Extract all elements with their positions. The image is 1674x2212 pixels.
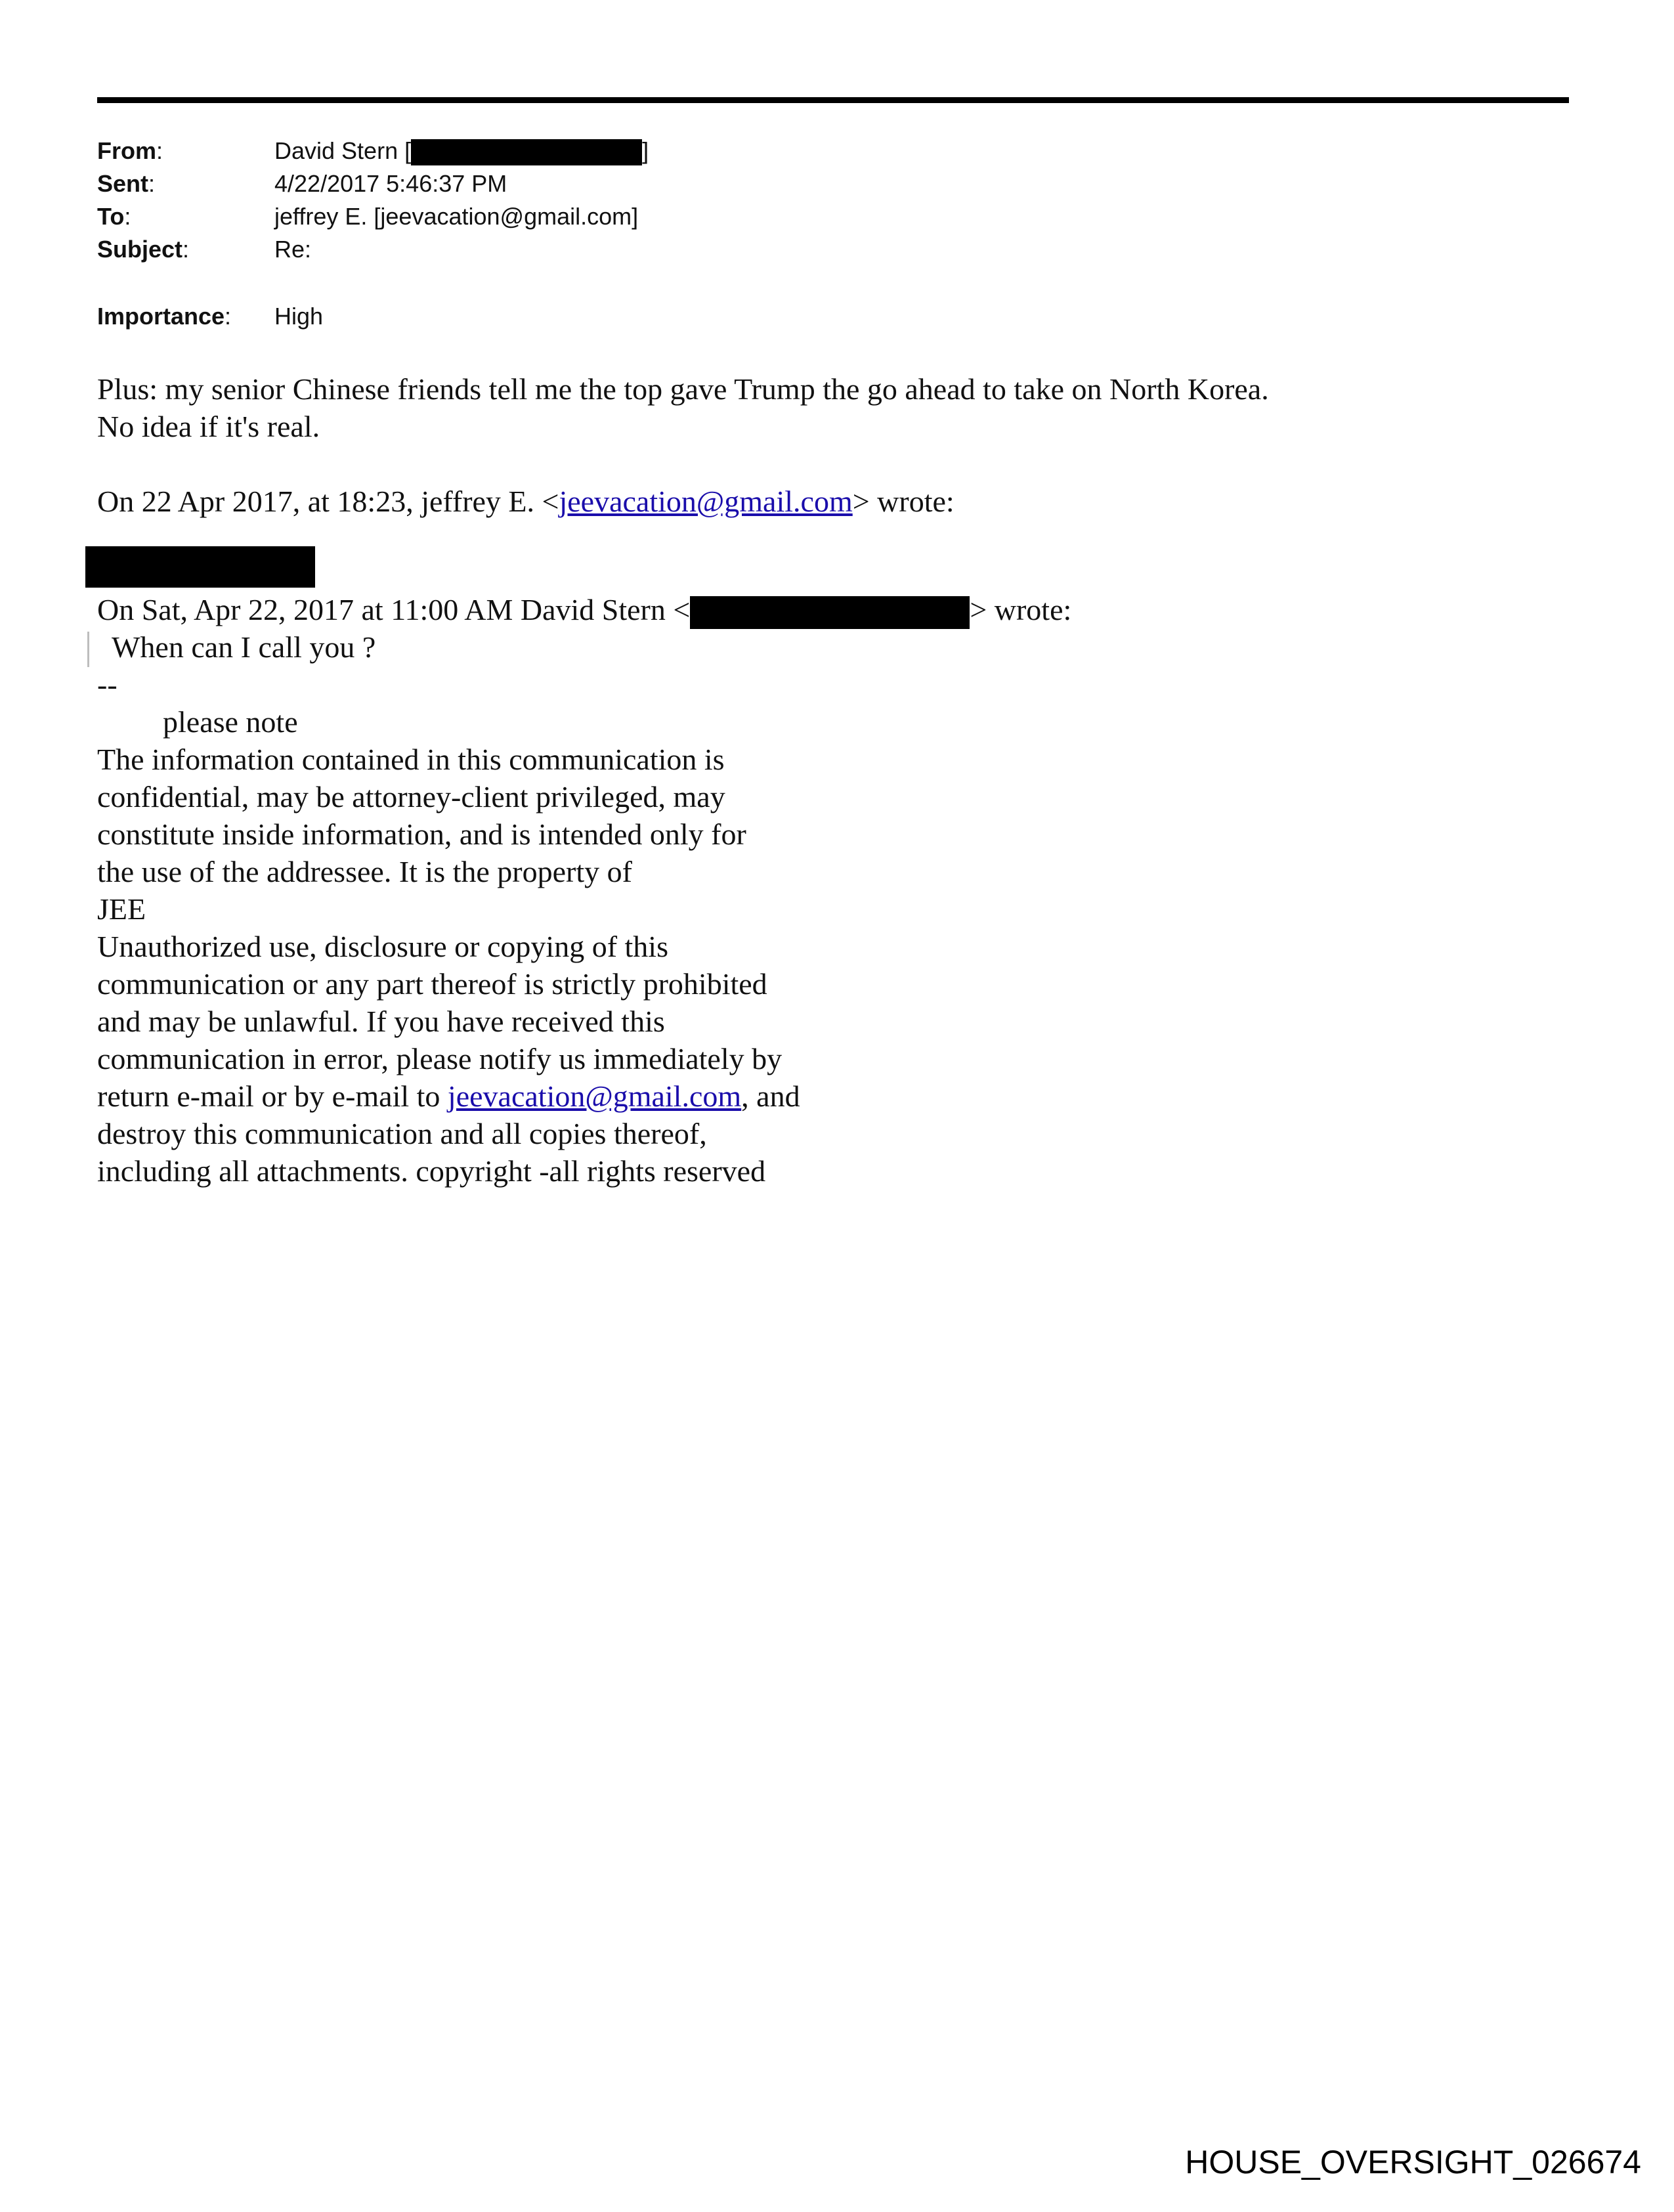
subject-value: Re: xyxy=(274,236,312,263)
sent-label: Sent xyxy=(97,170,149,197)
disclaimer-line: communication or any part thereof is strictly prohibited xyxy=(97,967,767,1001)
quote-attribution-2: On Sat, Apr 22, 2017 at 11:00 AM David Stern < > wrote: xyxy=(97,591,1071,629)
message-line: No idea if it's real. xyxy=(97,410,320,443)
disclaimer-line: return e-mail or by e-mail to jeevacation@gmail.com, and xyxy=(97,1079,800,1113)
please-note: please note xyxy=(163,705,298,739)
redaction-block xyxy=(411,139,642,165)
redaction-block xyxy=(85,546,315,588)
quoted-line: When can I call you ? xyxy=(112,630,376,664)
bates-number: HOUSE_OVERSIGHT_026674 xyxy=(1185,2144,1641,2180)
document-page: From: David Stern [ ] Sent: 4/22/2017 5:46:37 PM To: jeffrey E. [jeevacation@gmail.com] Subject: Re: Importance: High Plus: my senior Chinese friends tell me the top gave Trump the go ahead to take on North Korea. No idea if it's real. On 22 Apr 2017, at 18:23, jeffrey E. <jeevacation@gmail.com> wrote: On Sat, Apr 22, 2017 at 11:00 AM David Stern < > wrote: When can I call you ? -- please note The information contained in this communication is confidential, may be attorney-client privileged, may constitute inside information, and is intended only for the use of the addressee. It is the property of JEE Unauthorized use, disclosure or copying of this communication or any part thereof is strictly prohibited and may be unlawful. If you have received this communication in error, please notify us immediately by return e-mail or by e-mail to jeevacation@gmail.com, and destroy this communication and all copies thereof, including all attachments. copyright -all rights reserved HOUSE_OVERSIGHT_026674 xyxy=(0,0,1674,2212)
subject-label: Subject xyxy=(97,236,183,263)
top-rule xyxy=(97,97,1569,103)
disclaimer-line: The information contained in this communication is xyxy=(97,743,725,776)
signature-separator: -- xyxy=(97,668,118,701)
sent-value: 4/22/2017 5:46:37 PM xyxy=(274,170,507,197)
disclaimer-line: including all attachments. copyright -all rights reserved xyxy=(97,1154,766,1188)
email-link[interactable]: jeevacation@gmail.com xyxy=(559,485,853,518)
to-label: To xyxy=(97,203,125,230)
quote-bar xyxy=(87,632,89,667)
quote-attribution-1: On 22 Apr 2017, at 18:23, jeffrey E. <jeevacation@gmail.com> wrote: xyxy=(97,485,955,518)
disclaimer-line: constitute inside information, and is intended only for xyxy=(97,817,746,851)
to-value: jeffrey E. [jeevacation@gmail.com] xyxy=(274,203,639,230)
from-label: From xyxy=(97,137,156,164)
from-value: David Stern [ ] xyxy=(274,135,649,167)
disclaimer-line: destroy this communication and all copies thereof, xyxy=(97,1117,707,1150)
disclaimer-line: and may be unlawful. If you have received this xyxy=(97,1005,665,1038)
disclaimer-line: JEE xyxy=(97,892,146,926)
disclaimer-line: Unauthorized use, disclosure or copying of this xyxy=(97,930,668,963)
disclaimer-line: communication in error, please notify us immediately by xyxy=(97,1042,783,1075)
disclaimer-line: the use of the addressee. It is the property of xyxy=(97,855,632,888)
email-link[interactable]: jeevacation@gmail.com xyxy=(447,1079,742,1113)
redaction-block xyxy=(690,596,970,629)
disclaimer-line: confidential, may be attorney-client privileged, may xyxy=(97,780,725,813)
importance-label: Importance xyxy=(97,303,225,330)
importance-value: High xyxy=(274,303,324,330)
message-line: Plus: my senior Chinese friends tell me the top gave Trump the go ahead to take on North Korea. xyxy=(97,372,1269,406)
